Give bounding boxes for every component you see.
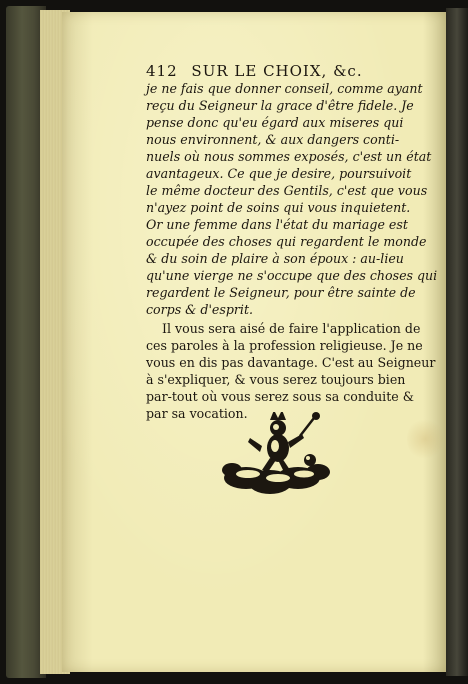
text-line: reçu du Seigneur la grace d'être fidele. Je: [146, 98, 414, 113]
text-line: avantageux. Ce que je desire, poursuivoit: [146, 166, 412, 181]
text-line: à s'expliquer, & vous serez toujours bien: [146, 372, 406, 387]
text-line: vous en dis pas davantage. C'est au Seigneur: [146, 355, 436, 370]
text-line: n'ayez point de soins qui vous inquietent.: [146, 200, 411, 215]
text-line: regardent le Seigneur, pour être sainte de: [146, 285, 416, 300]
cherub-vignette-icon: [218, 412, 338, 500]
paper-stain: [407, 417, 443, 461]
text-line: qu'une vierge ne s'occupe que des choses qui: [146, 268, 438, 283]
text-line: pense donc qu'eu égard aux miseres qui: [146, 115, 404, 130]
text-line: corps & d'esprit.: [146, 302, 254, 317]
text-line: nuels où nous sommes exposés, c'est un état: [146, 149, 432, 164]
page-number: 412: [146, 62, 178, 80]
text-line: le même docteur des Gentils, c'est que vous: [146, 183, 428, 198]
text-line: nous environnent, & aux dangers conti-: [146, 132, 400, 147]
running-header: [146, 62, 406, 80]
text-line: ces paroles à la profession religieuse. Je ne: [146, 338, 423, 353]
facing-page-edge: [446, 8, 468, 676]
text-line: je ne fais que donner conseil, comme ayant: [146, 81, 423, 96]
text-line: & du soin de plaire à son époux : au-lieu: [146, 251, 404, 266]
text-line: occupée des choses qui regardent le monde: [146, 234, 427, 249]
text-line: Il vous sera aisé de faire l'application de: [162, 321, 421, 336]
text-line: par sa vocation.: [146, 406, 248, 421]
text-line: Or une femme dans l'état du mariage est: [146, 217, 408, 232]
running-title: SUR LE CHOIX, &c.: [191, 62, 363, 80]
text-line: par-tout où vous serez sous sa conduite &: [146, 389, 414, 404]
